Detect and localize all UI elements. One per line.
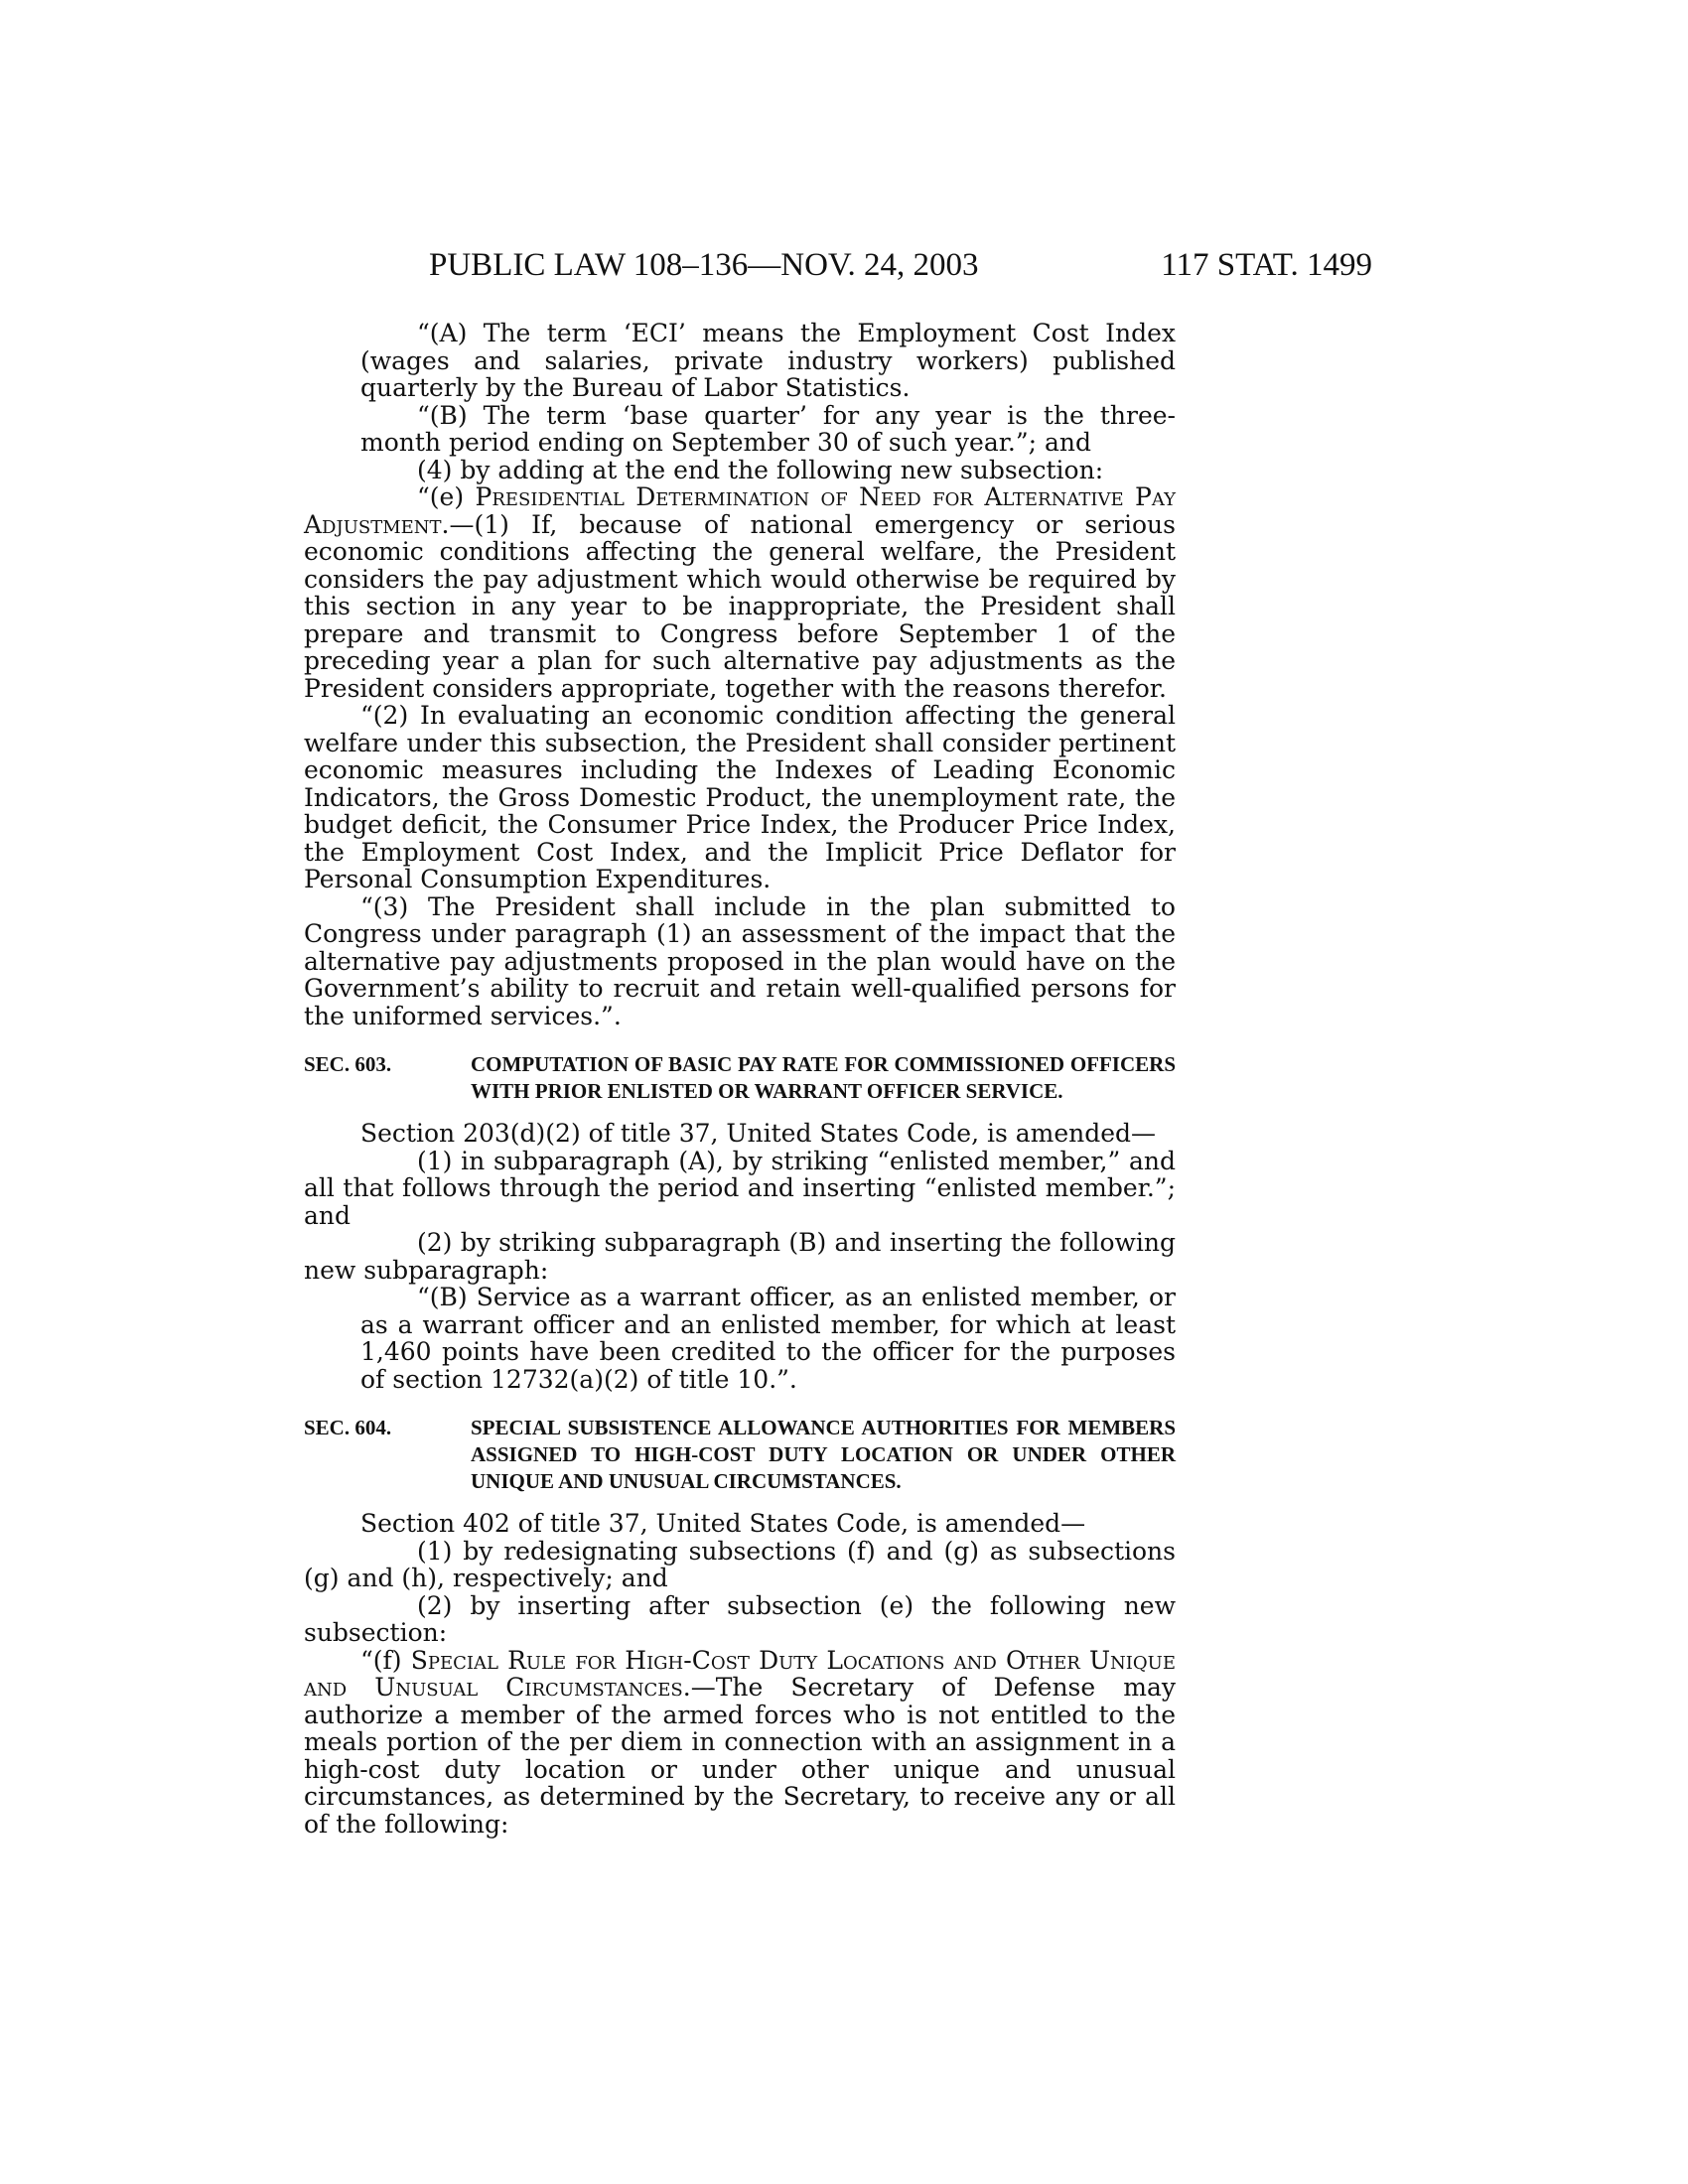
subsection-e xyxy=(304,483,1176,702)
section-603-item-2: (2) by striking subparagraph (B) and inserting the following new subparagraph: xyxy=(304,1228,1176,1285)
subsection-e-heading: Presidential Determination of Need for Alternative Pay Adjustment xyxy=(304,482,1176,539)
statute-page-number: 117 STAT. 1499 xyxy=(1161,247,1372,283)
section-603-intro: Section 203(d)(2) of title 37, United States Code, is amended— xyxy=(360,1119,1157,1148)
section-604-title: SPECIAL SUBSISTENCE ALLOWANCE AUTHORITIES FOR MEMBERS ASSIGNED TO HIGH-COST DUTY LOCATION OR UNDER OTHER UNIQUE AND UNUSUAL CIRCUMSTANCES. xyxy=(471,1416,1176,1493)
section-603-title: COMPUTATION OF BASIC PAY RATE FOR COMMISSIONED OFFICERS WITH PRIOR ENLISTED OR WARRANT OFFICER SERVICE. xyxy=(471,1052,1176,1103)
subsection-e-paragraph-3: “(3) The President shall include in the plan submitted to Congress under paragraph (1) an assessment of the impact that the alternative pay adjustments proposed in the plan would have on the Government’s ability to recruit and retain well-qualified persons for the uniformed services.”. xyxy=(304,891,1176,1030)
running-header xyxy=(429,245,1372,285)
subsection-f-text: .—The Secretary of Defense may authorize a member of the armed forces who is not entitled to the meals portion of the per diem in connection with an assignment in a high-cost duty location or under other unique and unusual circumstances, as determined by the Secretary, to receive any or all of the following: xyxy=(304,1673,1176,1839)
subsection-e-text: .—(1) If, because of national emergency or serious economic conditions affecting the general welfare, the President considers the pay adjustment which would otherwise be required by this section in any year to be inappropriate, the President shall prepare and transmit to Congress before September 1 of the preceding year a plan for such alternative pay adjustments as the President considers appropriate, together with the reasons therefor. xyxy=(304,509,1176,703)
section-604-intro: Section 402 of title 37, United States Code, is amended— xyxy=(360,1509,1086,1538)
section-604-item-1: (1) by redesignating subsections (f) and (g) as subsections (g) and (h), respectively; and xyxy=(304,1536,1176,1592)
subsection-f-heading: Special Rule for High-Cost Duty Locations and Other Unique and Unusual Circumstances xyxy=(304,1645,1176,1702)
section-603-item-1: (1) in subparagraph (A), by striking “enlisted member,” and all that follows through the period and inserting “enlisted member.”; and xyxy=(304,1146,1176,1230)
section-603-quoted-subparagraph-b: “(B) Service as a warrant officer, as an enlisted member, or as a warrant officer and an enlisted member, for which at least 1,460 points have been credited to the officer for the purposes of section 12732(a)(2) of title 10.”. xyxy=(360,1283,1176,1394)
section-604-number: SEC. 604. xyxy=(304,1416,392,1439)
public-law-citation: PUBLIC LAW 108–136—NOV. 24, 2003 xyxy=(429,247,979,283)
section-604-item-2: (2) by inserting after subsection (e) the following new subsection: xyxy=(304,1590,1176,1647)
subsection-f-label: “(f) xyxy=(360,1645,411,1675)
definition-base-quarter: “(B) The term ‘base quarter’ for any year is the three-month period ending on September 30 of such year.”; and xyxy=(360,400,1176,457)
amendment-item-4: (4) by adding at the end the following new subsection: xyxy=(417,455,1104,484)
section-603-heading xyxy=(304,1051,1176,1105)
subsection-e-paragraph-2: “(2) In evaluating an economic condition affecting the general welfare under this subsection, the President shall consider pertinent economic measures including the Indexes of Leading Economic Indicators, the Gross Domestic Product, the unemployment rate, the budget deficit, the Consumer Price Index, the Producer Price Index, the Employment Cost Index, and the Implicit Price Deflator for Personal Consumption Expenditures. xyxy=(304,701,1176,893)
section-603-number: SEC. 603. xyxy=(304,1052,392,1076)
document-body xyxy=(304,320,1176,1838)
definition-eci: “(A) The term ‘ECI’ means the Employment Cost Index (wages and salaries, private industry workers) published quarterly by the Bureau of Labor Statistics. xyxy=(360,319,1176,402)
subsection-f xyxy=(304,1647,1176,1839)
section-604-heading xyxy=(304,1415,1176,1495)
subsection-e-label: “(e) xyxy=(417,482,476,511)
